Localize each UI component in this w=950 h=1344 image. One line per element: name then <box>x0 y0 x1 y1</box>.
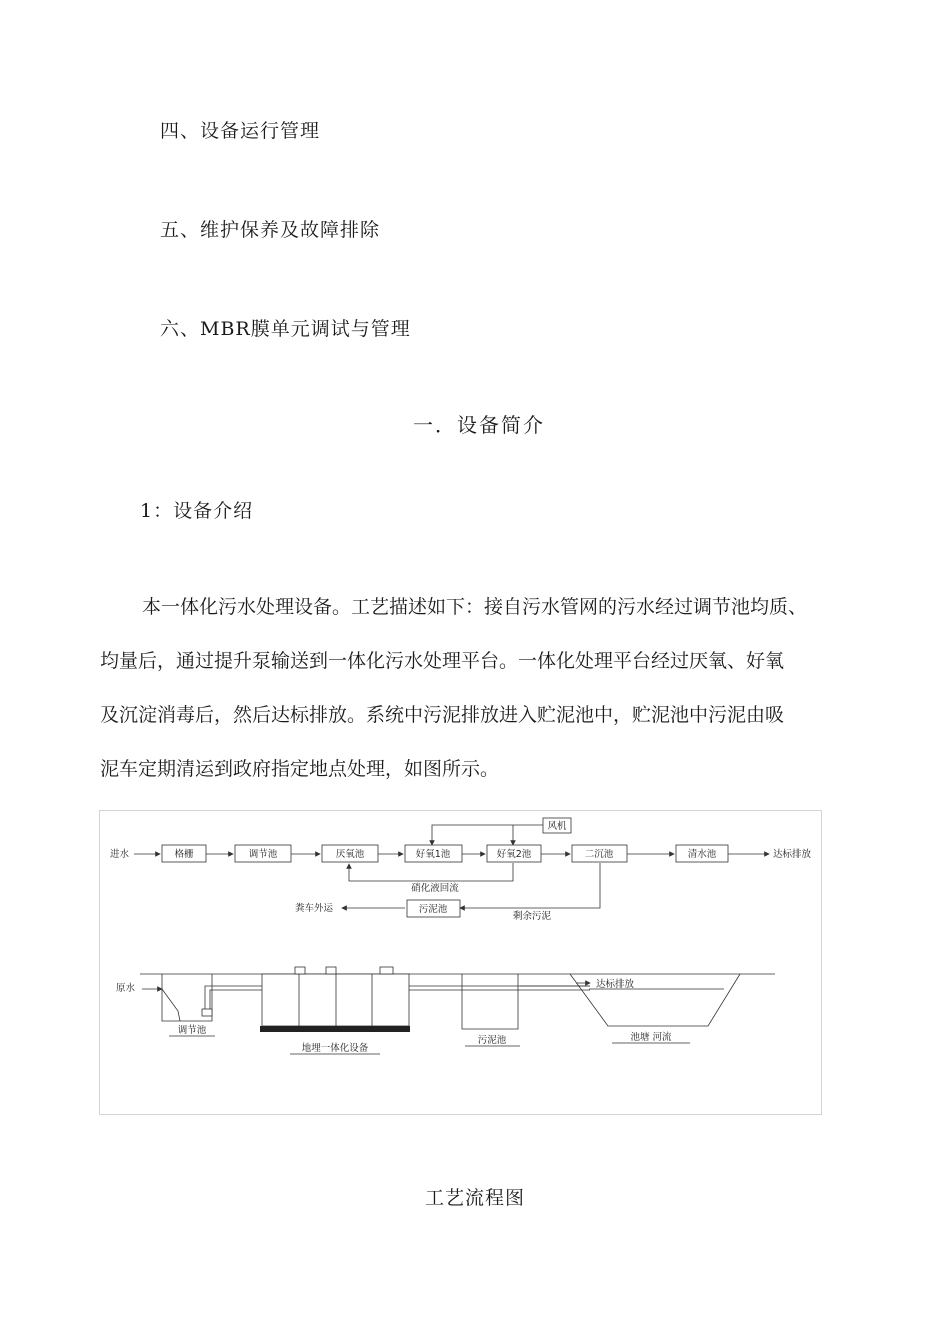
flow-box-label: 调节池 <box>248 849 278 860</box>
flow-box-label: 二沉池 <box>584 849 614 860</box>
site-pond-river: 池塘 河流 <box>630 1032 672 1043</box>
figure-caption: 工艺流程图 <box>424 1187 525 1209</box>
site-buried-equipment: 地埋一体化设备 <box>301 1043 369 1054</box>
flow-truck-out: 粪车外运 <box>295 903 334 914</box>
flow-blower: 风机 <box>547 821 567 832</box>
flow-box-label: 好氧2池 <box>496 849 532 860</box>
section-title: 一．设备简介 <box>413 413 545 437</box>
flow-inlet: 进水 <box>110 849 130 860</box>
site-discharge: 达标排放 <box>595 979 635 990</box>
site-sludge-tank: 污泥池 <box>477 1035 507 1046</box>
subsection-title: 1：设备介绍 <box>140 500 254 522</box>
paragraph-line: 均量后，通过提升泵输送到一体化污水处理平台。一体化处理平台经过厌氧、好氧 <box>100 650 785 672</box>
flow-nitrate-return: 硝化液回流 <box>411 883 459 894</box>
toc-item-6: 六、MBR膜单元调试与管理 <box>160 318 411 340</box>
flow-box-label: 厌氧池 <box>335 849 365 860</box>
flow-box-label: 清水池 <box>687 849 717 860</box>
toc-item-4: 四、设备运行管理 <box>160 120 321 142</box>
flow-outlet: 达标排放 <box>773 849 812 860</box>
flow-box-label: 好氧1池 <box>415 849 451 860</box>
paragraph-line: 本一体化污水处理设备。工艺描述如下：接自污水管网的污水经过调节池均质、 <box>142 596 808 618</box>
paragraph-line: 及沉淀消毒后，然后达标排放。系统中污泥排放进入贮泥池中，贮泥池中污泥由吸 <box>100 704 785 726</box>
flow-box-label: 格栅 <box>174 849 194 860</box>
process-flow-diagram <box>100 811 823 1116</box>
paragraph-line: 泥车定期清运到政府指定地点处理，如图所示。 <box>100 758 500 780</box>
site-regulating-tank: 调节池 <box>177 1025 207 1036</box>
toc-item-5: 五、维护保养及故障排除 <box>160 219 381 241</box>
process-flow-figure <box>99 810 822 1115</box>
flow-sludge-tank: 污泥池 <box>418 904 448 915</box>
site-raw-water: 原水 <box>116 983 136 994</box>
intro-paragraph <box>100 580 860 796</box>
ground-hatch <box>260 1026 410 1032</box>
flow-excess-sludge: 剩余污泥 <box>512 911 552 922</box>
